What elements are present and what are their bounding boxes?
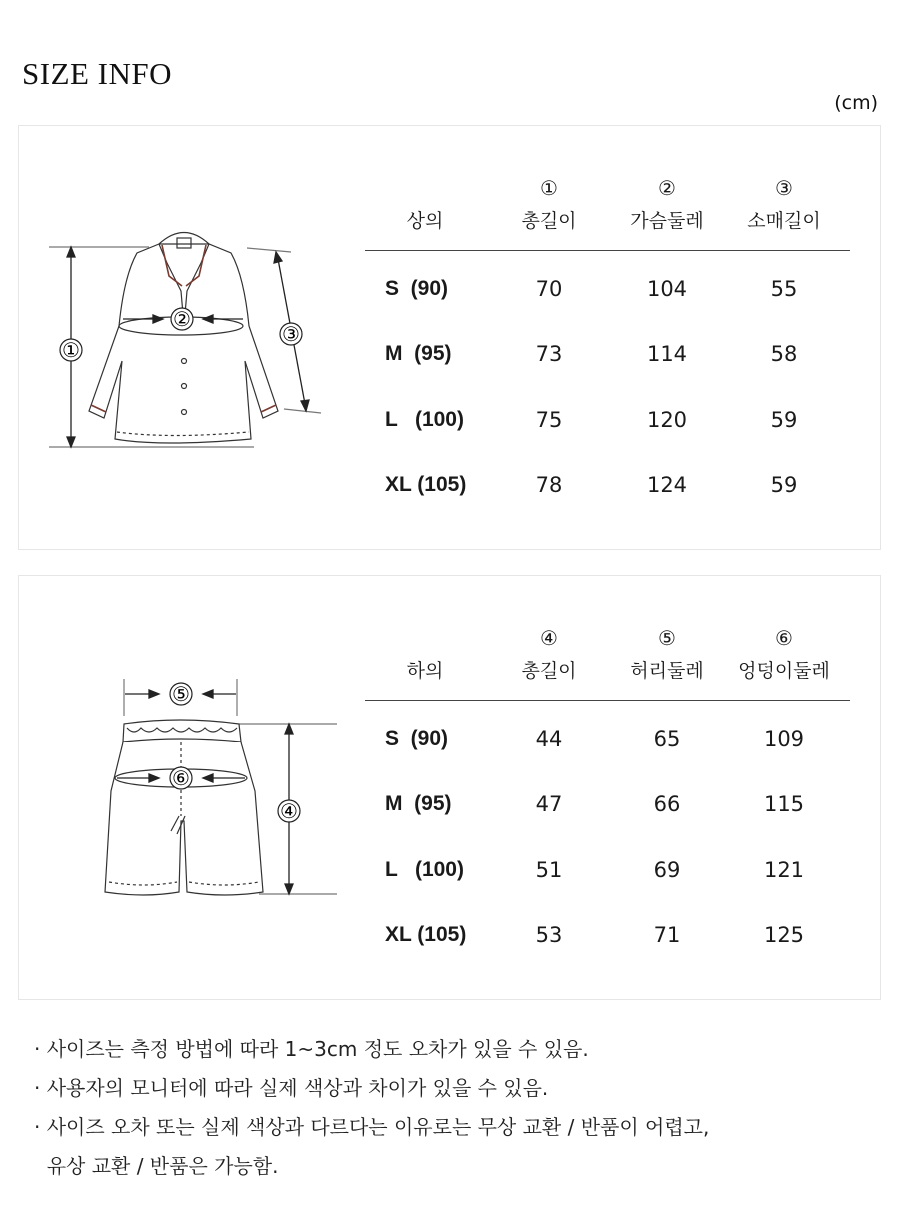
header-num: ⑤ (658, 626, 676, 650)
table-row (365, 277, 850, 307)
header-label: 허리둘레 (630, 660, 704, 682)
cell-hip: 115 (763, 792, 805, 816)
note-line: 유상 교환 / 반품은 가능함. (34, 1154, 279, 1178)
header-num: ③ (775, 176, 793, 200)
table-row (365, 923, 850, 953)
header-label: 엉덩이둘레 (738, 660, 830, 682)
pants-illustration (19, 576, 365, 1001)
size-label: S (90) (385, 277, 449, 300)
cell-sleeve: 59 (770, 408, 798, 432)
measure-label-6: ⑥ (172, 766, 190, 790)
header-num: ② (658, 176, 676, 200)
cell-length: 78 (535, 473, 563, 497)
cell-sleeve: 59 (770, 473, 798, 497)
size-label: XL (105) (385, 923, 467, 946)
cell-chest: 104 (646, 277, 688, 301)
cell-waist: 69 (653, 858, 681, 882)
header-label: 상의 (406, 210, 444, 232)
measure-label-1: ① (62, 338, 80, 362)
header-label: 가슴둘레 (630, 210, 704, 232)
cell-length: 53 (535, 923, 563, 947)
size-label: L (100) (385, 408, 464, 431)
table-row (365, 792, 850, 822)
measure-label-5: ⑤ (172, 682, 190, 706)
shirt-illustration (19, 126, 365, 551)
cell-chest: 124 (646, 473, 688, 497)
cell-hip: 109 (763, 727, 805, 751)
table-row (365, 342, 850, 372)
header-label: 소매길이 (747, 210, 821, 232)
table-row (365, 408, 850, 438)
size-label: XL (105) (385, 473, 467, 496)
cell-length: 51 (535, 858, 563, 882)
cell-waist: 71 (653, 923, 681, 947)
size-label: M (95) (385, 342, 452, 365)
size-notes (34, 1030, 709, 1186)
measure-label-2: ② (173, 307, 191, 331)
header-label: 하의 (406, 660, 444, 682)
table-row (365, 473, 850, 503)
bottoms-size-table (365, 576, 850, 999)
header-divider (365, 700, 850, 701)
page-title: SIZE INFO (22, 56, 173, 91)
tops-size-panel (18, 125, 881, 550)
cell-length: 44 (535, 727, 563, 751)
cell-length: 70 (535, 277, 563, 301)
measure-label-4: ④ (280, 799, 298, 823)
table-row (365, 727, 850, 757)
header-num: ④ (540, 626, 558, 650)
cell-length: 75 (535, 408, 563, 432)
tops-size-table (365, 126, 850, 549)
unit-label: (cm) (834, 92, 878, 114)
cell-waist: 66 (653, 792, 681, 816)
cell-hip: 125 (763, 923, 805, 947)
header-label: 총길이 (521, 210, 577, 232)
note-line: · 사이즈 오차 또는 실제 색상과 다르다는 이유로는 무상 교환 / 반품이 어렵고, (34, 1115, 710, 1139)
cell-waist: 65 (653, 727, 681, 751)
cell-hip: 121 (763, 858, 805, 882)
cell-sleeve: 58 (770, 342, 798, 366)
table-row (365, 858, 850, 888)
cell-length: 73 (535, 342, 563, 366)
cell-sleeve: 55 (770, 277, 798, 301)
header-divider (365, 250, 850, 251)
bottoms-size-panel (18, 575, 881, 1000)
measure-label-3: ③ (282, 322, 300, 346)
size-label: L (100) (385, 858, 464, 881)
size-label: S (90) (385, 727, 449, 750)
size-label: M (95) (385, 792, 452, 815)
header-num: ① (540, 176, 558, 200)
header-num: ⑥ (775, 626, 793, 650)
header-label: 총길이 (521, 660, 577, 682)
cell-length: 47 (535, 792, 563, 816)
note-line: · 사용자의 모니터에 따라 실제 색상과 차이가 있을 수 있음. (34, 1076, 549, 1100)
cell-chest: 114 (646, 342, 688, 366)
cell-chest: 120 (646, 408, 688, 432)
note-line: · 사이즈는 측정 방법에 따라 1~3cm 정도 오차가 있을 수 있음. (34, 1037, 589, 1061)
